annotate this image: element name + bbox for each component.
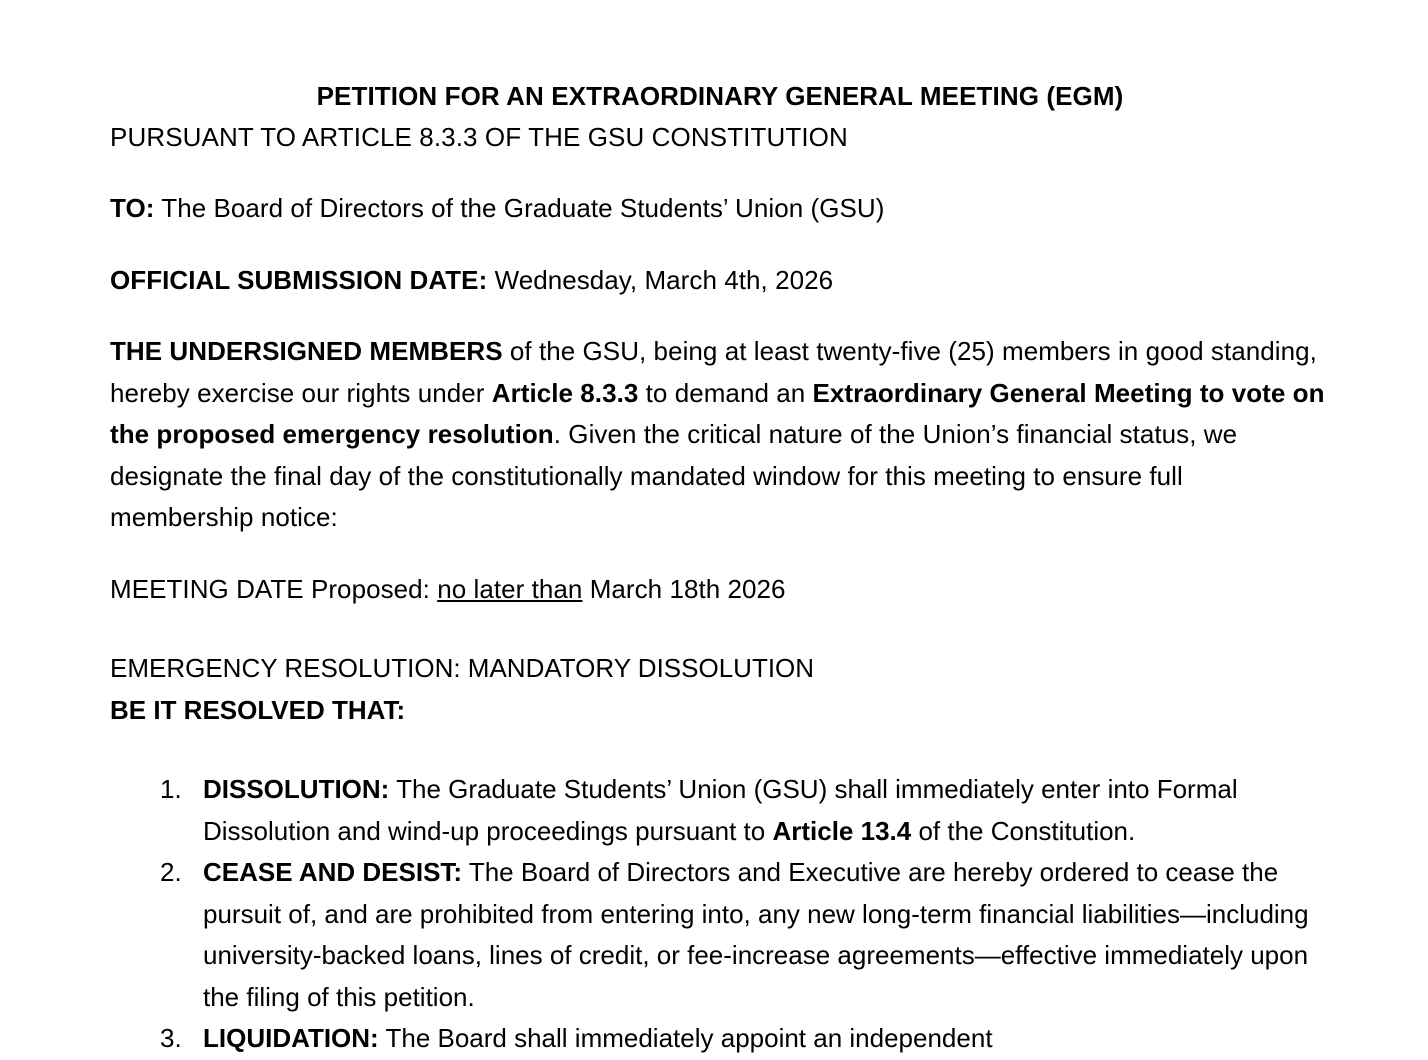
submission-date-label: OFFICIAL SUBMISSION DATE: xyxy=(110,264,488,295)
meeting-date-emphasis: no later than xyxy=(437,573,583,604)
preamble-text-part1: of the GSU, being at least twenty-five (25) members in good standing, hereby exercise our rights under xyxy=(110,336,1317,408)
preamble-demand-clause: Extraordinary General Meeting to vote on the proposed emergency resolution xyxy=(110,377,1325,449)
be-it-resolved-heading: BE IT RESOLVED THAT: xyxy=(110,694,406,725)
resolution-lead: DISSOLUTION: xyxy=(203,774,390,804)
spacer xyxy=(110,731,1330,769)
submission-date-line xyxy=(110,260,1330,302)
submission-date-value: Wednesday, March 4th, 2026 xyxy=(487,264,834,295)
spacer xyxy=(110,301,1330,331)
list-item xyxy=(110,852,1330,1018)
resolution-text-before: The Graduate Students’ Union (GSU) shall immediately enter into Formal Dissolution and wind-up proceedings pursuant to xyxy=(203,774,1238,846)
emergency-resolution-heading: EMERGENCY RESOLUTION: MANDATORY DISSOLUTION xyxy=(110,653,815,683)
resolution-text-before: The Board shall immediately appoint an independent xyxy=(378,1023,993,1053)
resolution-text-after: of the Constitution. xyxy=(911,815,1136,846)
list-item xyxy=(110,1018,1330,1060)
meeting-date-line xyxy=(110,569,1330,611)
resolution-lead: CEASE AND DESIST: xyxy=(203,857,463,887)
preamble-article-reference: Article 8.3.3 xyxy=(491,377,639,408)
preamble-paragraph xyxy=(110,331,1330,539)
preamble-text-part2: to demand an xyxy=(638,377,813,408)
document-subtitle: PURSUANT TO ARTICLE 8.3.3 OF THE GSU CONSTITUTION xyxy=(110,122,848,152)
addressee-line xyxy=(110,188,1330,230)
addressee-label: TO: xyxy=(110,193,155,223)
addressee-value: The Board of Directors of the Graduate Students’ Union (GSU) xyxy=(154,193,885,223)
page-title: PETITION FOR AN EXTRAORDINARY GENERAL MEETING (EGM) xyxy=(316,81,1124,111)
resolution-text-before: The Board of Directors and Executive are hereby ordered to cease the pursuit of, and are prohibited from entering into, any new long-term financial liabilities—including university-backed loans, lines of credit, or fee-increase agreements—effective immediately upon the filing of this petition. xyxy=(203,857,1309,1012)
resolution-article-reference: Article 13.4 xyxy=(772,815,912,846)
preamble-lead: THE UNDERSIGNED MEMBERS xyxy=(110,336,503,366)
resolutions-list xyxy=(110,769,1330,1060)
spacer xyxy=(110,230,1330,260)
spacer xyxy=(110,158,1330,188)
meeting-date-prefix: MEETING DATE Proposed: xyxy=(110,573,438,604)
preamble-text-part3: . Given the critical nature of the Union’s financial status, we designate the final day of the constitutionally mandated window for this meeting to ensure full membership notice: xyxy=(110,419,1238,532)
list-item xyxy=(110,769,1330,852)
meeting-date-suffix: March 18th 2026 xyxy=(582,573,786,604)
spacer xyxy=(110,539,1330,569)
spacer xyxy=(110,610,1330,648)
resolution-lead: LIQUIDATION: xyxy=(203,1023,379,1053)
